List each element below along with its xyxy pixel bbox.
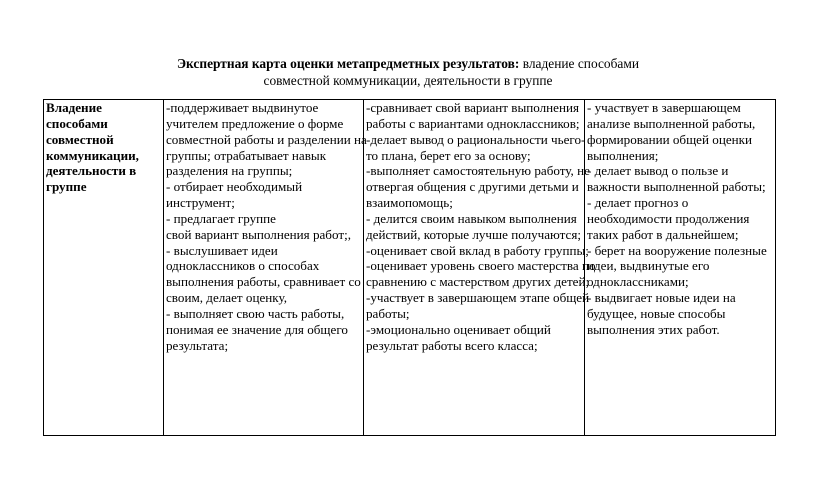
cell-text-line: -поддерживает выдвинутое <box>166 100 319 115</box>
cell-text-line: -эмоционально оценивает общий <box>366 321 551 337</box>
expert-card-table <box>43 99 776 436</box>
cell-text-line: идеи, выдвинутые его <box>587 258 710 274</box>
cell-text-line: одноклассников о способах <box>166 258 320 274</box>
cell-text-line: - выслушивает идеи <box>166 242 278 258</box>
document-title <box>0 55 816 89</box>
cell-text-line: таких работ в дальнейшем; <box>587 226 739 242</box>
cell-text-line: - отбирает необходимый <box>166 179 303 195</box>
cell-text-line: будущее, новые способы <box>587 305 726 321</box>
title-line-1 <box>0 55 816 72</box>
cell-text-line: результат работы всего класса; <box>366 337 538 353</box>
cell-text-line: выполнения; <box>587 147 659 163</box>
cell-text-line: взаимопомощь; <box>366 195 453 211</box>
cell-text-line: Владение <box>46 100 102 115</box>
level-3-cell <box>585 100 776 436</box>
cell-text-line: группе <box>46 179 87 195</box>
cell-text-line: необходимости продолжения <box>587 210 750 226</box>
cell-text-line: то плана, берет его за основу; <box>366 147 531 163</box>
cell-text-line: - участвует в завершающем <box>587 100 741 115</box>
cell-text-line: - берет на вооружение полезные <box>587 242 767 258</box>
table-row <box>44 100 776 436</box>
cell-text-line: результата; <box>166 337 229 353</box>
cell-text-line: отвергая общения с другими детьми и <box>366 179 579 195</box>
cell-text-line: учителем предложение о форме <box>166 115 344 131</box>
cell-text-line: выполнения работы, сравнивает со <box>166 274 361 290</box>
cell-text-line: работы с вариантами одноклассников; <box>366 115 580 131</box>
cell-text-line: свой вариант выполнения работ;, <box>166 226 351 242</box>
cell-text-line: -оценивает свой вклад в работу группы; <box>366 242 589 258</box>
cell-text-line: - делает вывод о пользе и <box>587 163 729 179</box>
cell-text-line: совместной работы и разделении на <box>166 131 367 147</box>
cell-text-line: одноклассниками; <box>587 274 689 290</box>
cell-text-line: совместной <box>46 131 114 147</box>
cell-text-line: -участвует в завершающем этапе общей <box>366 290 590 306</box>
cell-text-line: - предлагает группе <box>166 210 276 226</box>
cell-text-line: - выдвигает новые идеи на <box>587 290 736 306</box>
title-line-2: совместной коммуникации, деятельности в группе <box>263 73 553 88</box>
cell-text-line: - делает прогноз о <box>587 195 689 211</box>
cell-text-line: способами <box>46 115 108 131</box>
cell-text-line: - делится своим навыком выполнения <box>366 210 577 226</box>
cell-text-line: важности выполненной работы; <box>587 179 766 195</box>
cell-text-line: выполнения этих работ. <box>587 321 720 337</box>
cell-text-line: анализе выполненной работы, <box>587 115 756 131</box>
cell-text-line: сравнению с мастерством других детей; <box>366 274 590 290</box>
criterion-cell <box>44 100 164 436</box>
cell-text-line: группы; отрабатывает навык <box>166 147 327 163</box>
cell-text-line: инструмент; <box>166 195 235 211</box>
cell-text-line: понимая ее значение для общего <box>166 321 348 337</box>
cell-text-line: -делает вывод о рациональности чьего- <box>366 131 586 147</box>
cell-text-line: работы; <box>366 305 410 321</box>
title-bold: Экспертная карта оценки метапредметных результатов: <box>176 56 520 71</box>
cell-text-line: - выполняет свою часть работы, <box>166 305 345 321</box>
cell-text-line: своим, делает оценку, <box>166 290 287 306</box>
level-1-cell <box>164 100 367 436</box>
title-rest: владение способами <box>519 56 640 71</box>
cell-text-line: коммуникации, <box>46 147 139 163</box>
level-2-cell <box>364 100 596 436</box>
cell-text-line: -выполняет самостоятельную работу, не <box>366 163 590 179</box>
cell-text-line: разделения на группы; <box>166 163 293 179</box>
cell-text-line: действий, которые лучше получаются; <box>366 226 582 242</box>
cell-text-line: -сравнивает свой вариант выполнения <box>366 100 580 115</box>
cell-text-line: формировании общей оценки <box>587 131 753 147</box>
cell-text-line: -оценивает уровень своего мастерства по <box>366 258 596 274</box>
cell-text-line: деятельности в <box>46 163 137 179</box>
